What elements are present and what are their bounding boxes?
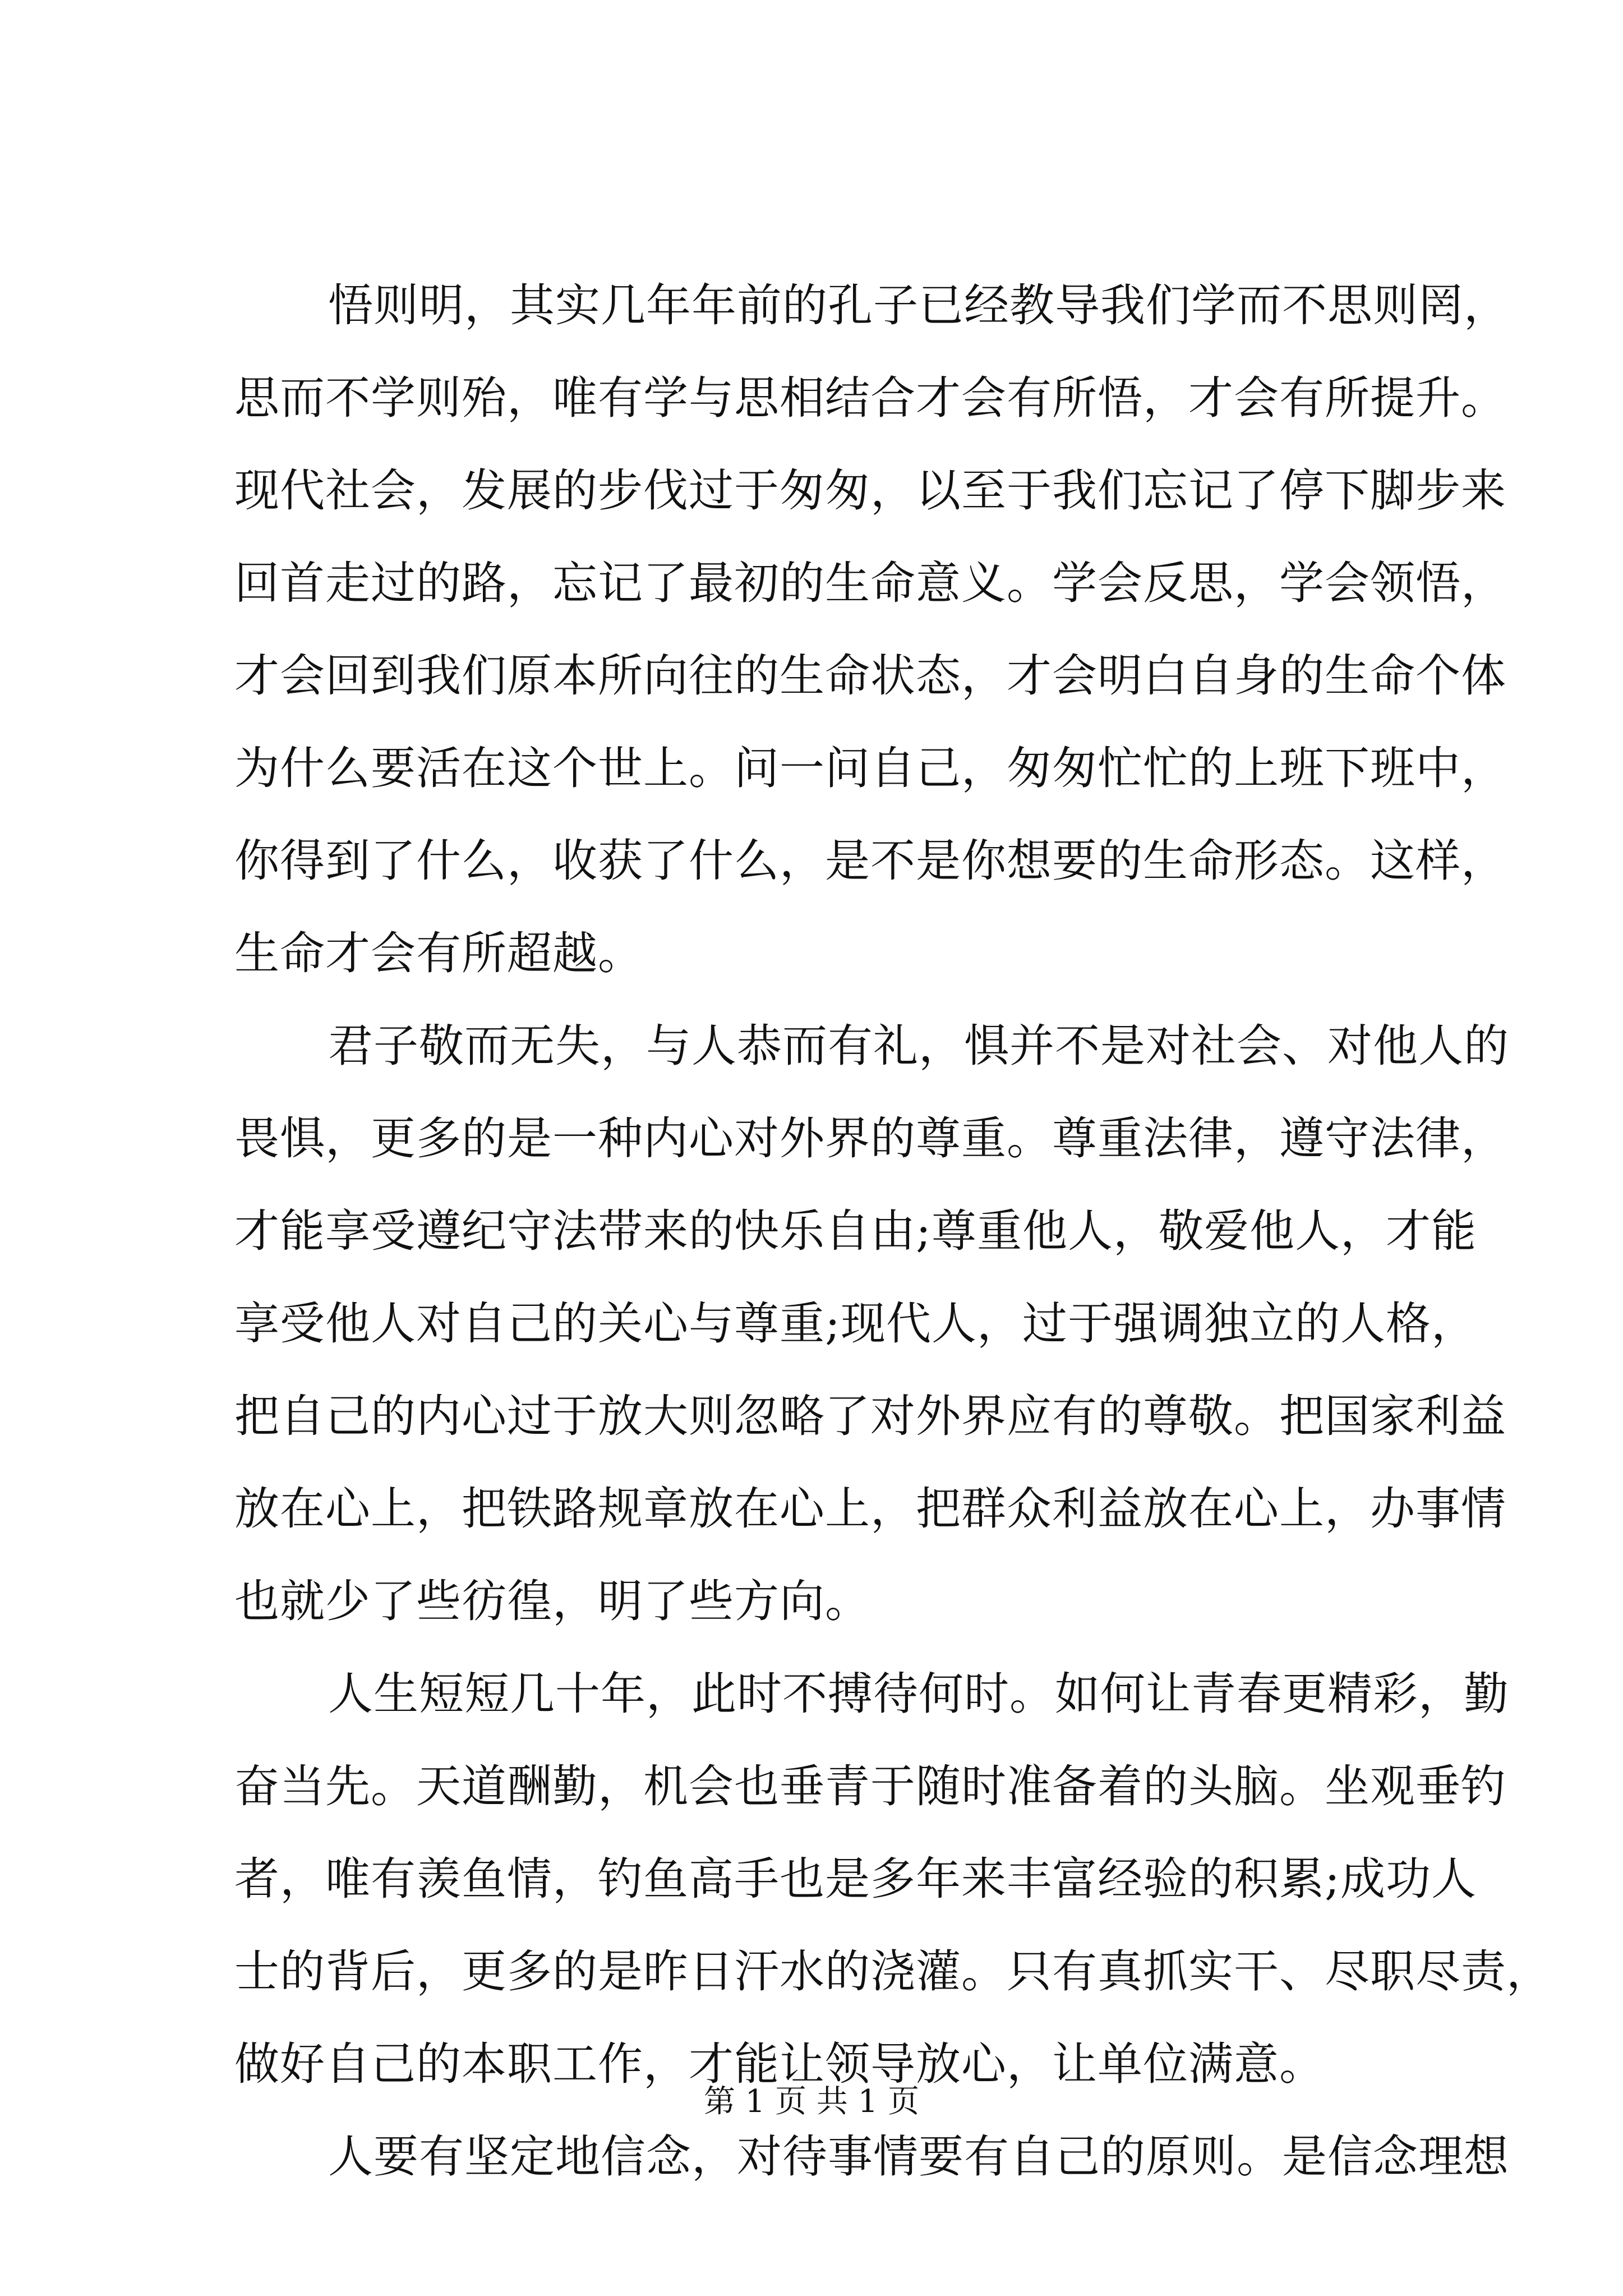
paragraph-line: 人生短短几十年，此时不搏待何时。如何让青春更精彩，勤	[328, 1668, 1509, 1720]
paragraph-line: 为什么要活在这个世上。问一问自己，匆匆忙忙的上班下班中，	[234, 742, 1506, 794]
page-number-footer: 第 1 页 共 1 页	[703, 2083, 920, 2120]
paragraph-line: 悟则明，其实几年年前的孔子已经教导我们学而不思则罔，	[328, 279, 1509, 332]
paragraph-line: 享受他人对自己的关心与尊重;现代人，过于强调独立的人格，	[234, 1297, 1477, 1350]
paragraph-line: 奋当先。天道酬勤，机会也垂青于随时准备着的头脑。坐观垂钓	[234, 1760, 1506, 1812]
paragraph-line: 才能享受遵纪守法带来的快乐自由;尊重他人，敬爱他人，才能	[234, 1205, 1477, 1257]
paragraph-line: 思而不学则殆，唯有学与思相结合才会有所悟，才会有所提升。	[234, 372, 1506, 424]
paragraph-line: 回首走过的路，忘记了最初的生命意义。学会反思，学会领悟，	[234, 557, 1506, 609]
paragraph-line: 者，唯有羡鱼情，钓鱼高手也是多年来丰富经验的积累;成功人	[234, 1853, 1477, 1905]
paragraph-line: 生命才会有所超越。	[234, 927, 643, 979]
paragraph-line: 把自己的内心过于放大则忽略了对外界应有的尊敬。把国家利益	[234, 1390, 1506, 1442]
paragraph-line: 才会回到我们原本所向往的生命状态，才会明白自身的生命个体	[234, 650, 1506, 702]
paragraph-line: 也就少了些彷徨，明了些方向。	[234, 1575, 870, 1627]
paragraph-line: 现代社会，发展的步伐过于匆匆，以至于我们忘记了停下脚步来	[234, 464, 1506, 517]
document-body	[234, 259, 1552, 2203]
paragraph-line: 放在心上，把铁路规章放在心上，把群众利益放在心上，办事情	[234, 1483, 1506, 1535]
paragraph-line: 做好自己的本职工作，才能让领导放心，让单位满意。	[234, 2038, 1325, 2090]
paragraph-line: 你得到了什么，收获了什么，是不是你想要的生命形态。这样，	[234, 835, 1506, 887]
paragraph-line: 君子敬而无失，与人恭而有礼，惧并不是对社会、对他人的	[328, 1020, 1509, 1072]
paragraph-line: 人要有坚定地信念，对待事情要有自己的原则。是信念理想	[328, 2131, 1509, 2183]
paragraph-line: 畏惧，更多的是一种内心对外界的尊重。尊重法律，遵守法律，	[234, 1112, 1506, 1165]
paragraph-line: 士的背后，更多的是昨日汗水的浇灌。只有真抓实干、尽职尽责，	[234, 1945, 1552, 1998]
